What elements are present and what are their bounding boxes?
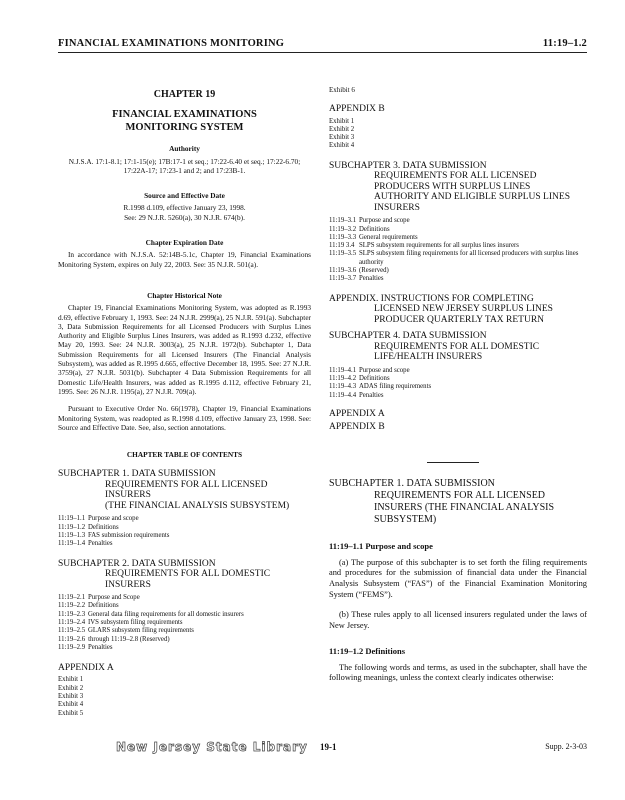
source-heading: Source and Effective Date	[144, 191, 225, 201]
toc-entry[interactable]	[58, 532, 311, 540]
subchapter-3-title-line-4: AUTHORITY AND ELIGIBLE SURPLUS LINES	[374, 192, 570, 203]
page-number: 19-1	[320, 742, 337, 752]
toc-section-title: FAS submission requirements	[88, 532, 170, 540]
toc-section-number: 11:19–1.2	[58, 523, 86, 531]
library-watermark: New Jersey State Library	[116, 740, 308, 754]
toc-section-number: 11:19–1.1	[58, 515, 86, 523]
toc-section-title: Purpose and scope	[359, 217, 410, 225]
toc-entry[interactable]	[58, 619, 311, 627]
section-divider	[427, 462, 479, 463]
toc-section-title: IVS subsystem filing requirements	[88, 619, 183, 626]
toc-section-title: Purpose and scope	[359, 366, 410, 374]
exhibit-6-entry[interactable]: Exhibit 6	[329, 86, 355, 94]
source-line-2: See: 29 N.J.R. 5260(a), 30 N.J.R. 674(b).	[124, 212, 245, 222]
toc-section-title: Penalties	[88, 643, 113, 651]
toc-section-number: 11:19 3.4	[329, 242, 355, 250]
chapter-number: CHAPTER 19	[153, 89, 216, 100]
toc-entry[interactable]	[58, 627, 311, 635]
toc-section-number: 11:19–3.1	[329, 217, 357, 225]
toc-entry[interactable]	[329, 217, 587, 225]
page-footer	[58, 742, 587, 758]
toc-section-title: Definitions	[359, 374, 390, 382]
subchapter-1-title-line-3: (THE FINANCIAL ANALYSIS SUBSYSTEM)	[105, 500, 290, 511]
main-subchapter-title-line-2: REQUIREMENTS FOR ALL LICENSED	[374, 490, 546, 502]
toc-section-number: 11:19–3.2	[329, 225, 357, 233]
appendix-a-title: APPENDIX A	[58, 663, 114, 674]
section-1-1-paragraph-a: (a) The purpose of this subchapter is to set forth the filing requirements and procedures for the submission of financial data under the Financial Analysis Subsystem (“FAS”) of the Financial Examination Monitoring System (“FEMS”).	[329, 557, 587, 599]
toc-entry[interactable]	[329, 250, 587, 267]
toc-section-number: 11:19–3.3	[329, 233, 357, 241]
toc-entry[interactable]	[58, 594, 311, 602]
toc-section-title: SLPS subsystem requirements for all surplus lines insurers	[359, 242, 519, 250]
exhibit-entry[interactable]: Exhibit 2	[329, 125, 355, 133]
exhibit-entry[interactable]: Exhibit 4	[329, 142, 355, 150]
running-header	[58, 38, 587, 53]
main-subchapter-title-line-4: SUBSYSTEM)	[374, 514, 437, 526]
toc-section-title: Purpose and Scope	[88, 594, 140, 602]
exhibit-entry[interactable]: Exhibit 3	[58, 693, 84, 701]
section-1-2-paragraph: The following words and terms, as used in the subchapter, shall have the following meanings, unless the context clearly indicates otherwise:	[329, 662, 587, 683]
chapter-title	[58, 109, 311, 134]
toc-section-title: Penalties	[359, 391, 384, 399]
right-column	[329, 86, 587, 684]
subchapter-4-title-line-2: REQUIREMENTS FOR ALL DOMESTIC	[374, 341, 540, 352]
toc-section-title: Definitions	[88, 602, 119, 610]
appendix-instructions-title	[329, 294, 587, 326]
toc-entry[interactable]	[329, 383, 587, 391]
expiration-text: In accordance with N.J.S.A. 52:14B-5.1c, Chapter 19, Financial Examinations Monitoring System, expires on July 22, 2003. See: 35 N.J.R. 501(a).	[58, 250, 311, 269]
history-paragraph-2: Pursuant to Executive Order No. 66(1978), Chapter 19, Financial Examinations Monitoring System, was readopted as R.1998 d.109, effective January 23, 1998. See: Source and Effective Date. See, also, section annotations.	[58, 404, 311, 432]
subchapter-2-title-line-1: SUBCHAPTER 2. DATA SUBMISSION	[58, 558, 216, 569]
toc-entry[interactable]	[329, 375, 587, 383]
exhibit-entry[interactable]: Exhibit 1	[329, 117, 355, 125]
subchapter-2-title-line-3: INSURERS	[105, 579, 151, 590]
subchapter-4-toc	[329, 367, 587, 400]
subchapter-3-title-line-5: INSURERS	[374, 202, 420, 213]
toc-section-number: 11:19–2.3	[58, 610, 86, 618]
toc-section-title: Definitions	[88, 523, 119, 531]
subchapter-3-title-line-3: PRODUCERS WITH SURPLUS LINES	[374, 181, 531, 192]
subchapter-1-title	[58, 469, 311, 511]
toc-section-number: 11:19–3.5	[329, 250, 357, 258]
toc-section-number: 11:19–2.1	[58, 594, 86, 602]
toc-entry[interactable]	[58, 611, 311, 619]
subchapter-3-title-line-1: SUBCHAPTER 3. DATA SUBMISSION	[329, 160, 487, 171]
toc-section-number: 11:19–2.2	[58, 602, 86, 610]
source-line-1: R.1998 d.109, effective January 23, 1998.	[123, 203, 246, 213]
section-1-2-heading: 11:19–1.2 Definitions	[329, 646, 406, 657]
toc-section-number: 11:19–4.2	[329, 374, 357, 382]
appendix-b-title: APPENDIX B	[329, 104, 385, 115]
toc-section-number: 11:19–2.9	[58, 643, 86, 651]
subchapter-4-title	[329, 331, 587, 363]
toc-section-number: 11:19–2.5	[58, 627, 86, 635]
subchapter-2-toc	[58, 594, 311, 652]
appendix-instructions-line-2: LICENSED NEW JERSEY SURPLUS LINES	[374, 304, 553, 315]
toc-section-number: 11:19–4.4	[329, 391, 357, 399]
main-subchapter-title-line-1: SUBCHAPTER 1. DATA SUBMISSION	[329, 478, 495, 490]
supplement-date: Supp. 2-3-03	[545, 742, 587, 751]
toc-section-title: (Reserved)	[359, 267, 389, 275]
appendix-b-title-2: APPENDIX B	[329, 422, 385, 433]
toc-section-number: 11:19–1.3	[58, 532, 86, 540]
subchapter-2-title-line-2: REQUIREMENTS FOR ALL DOMESTIC	[105, 569, 271, 580]
toc-entry[interactable]	[58, 540, 311, 548]
toc-section-number: 11:19–4.3	[329, 383, 357, 391]
toc-section-title: through 11:19–2.8 (Reserved)	[88, 635, 170, 643]
exhibit-entry[interactable]: Exhibit 2	[58, 684, 84, 692]
appendix-a-title-2: APPENDIX A	[329, 408, 385, 419]
exhibit-entry[interactable]: Exhibit 4	[58, 701, 84, 709]
left-column	[58, 86, 311, 718]
toc-entry[interactable]	[329, 392, 587, 400]
subchapter-1-title-line-1: SUBCHAPTER 1. DATA SUBMISSION	[58, 469, 216, 480]
toc-entry[interactable]	[58, 644, 311, 652]
toc-section-title: Penalties	[359, 275, 384, 283]
toc-section-title: ADAS filing requirements	[359, 383, 432, 391]
toc-section-number: 11:19–2.4	[58, 619, 86, 626]
exhibit-entry[interactable]: Exhibit 1	[58, 676, 84, 684]
toc-section-number: 11:19–4.1	[329, 366, 357, 374]
toc-section-number: 11:19–2.6	[58, 635, 86, 643]
toc-entry[interactable]	[58, 636, 311, 644]
toc-entry[interactable]	[58, 515, 311, 523]
authority-heading: Authority	[169, 144, 200, 154]
toc-section-title: Definitions	[359, 225, 390, 233]
toc-section-title: General data filing requirements for all domestic insurers	[88, 610, 244, 618]
toc-entry[interactable]	[58, 524, 311, 532]
header-title: FINANCIAL EXAMINATIONS MONITORING	[58, 38, 285, 49]
toc-entry[interactable]	[58, 602, 311, 610]
toc-heading: CHAPTER TABLE OF CONTENTS	[126, 450, 243, 460]
subchapter-2-title	[58, 559, 311, 591]
chapter-title-line-2: MONITORING SYSTEM	[125, 121, 244, 133]
appendix-instructions-line-1: APPENDIX. INSTRUCTIONS FOR COMPLETING	[329, 293, 534, 304]
toc-section-number: 11:19–3.7	[329, 275, 357, 283]
expiration-heading: Chapter Expiration Date	[145, 238, 224, 248]
header-section-number: 11:19–1.2	[542, 38, 587, 49]
subchapter-4-title-line-1: SUBCHAPTER 4. DATA SUBMISSION	[329, 331, 487, 342]
appendix-instructions-line-3: PRODUCER QUARTERLY TAX RETURN	[374, 314, 545, 325]
authority-text: N.J.S.A. 17:1-8.1; 17:1-15(e); 17B:17-1 et seq.; 17:22-6.40 et seq.; 17:22-6.70; 17:22A-17; 17:23-1 and 2; and 17:23B-1.	[68, 156, 301, 175]
history-paragraph-1: Chapter 19, Financial Examinations Monitoring System, was adopted as R.1993 d.69, effective February 1, 1993. See: 24 N.J.R. 2999(a), 25 N.J.R. 591(a). Subchapter 3, Data Submission Requirements for all Licensed Producers with Surplus Lines Authority and Eligible Surplus Lines Insurers, was added as R.1993 d.232, effective May 20, 1993. See: 24 N.J.R. 3003(a), 25 N.J.R. 1972(b). Subchapter 1, Data Submission Requirements for all Licensed Insurers (The Financial Analysis Subsystem), was added as R.1995 d.665, effective December 18, 1995. See: 27 N.J.R. 3759(a), 27 N.J.R. 5031(b). Subchapter 4 Data Submission Requirements for all Domestic Life/Health Insurers, was added as R.1995 d.112, effective February 21, 1995. See: 26 N.J.R. 1195(a), 27 N.J.R. 709(a).	[58, 303, 311, 396]
history-heading: Chapter Historical Note	[147, 290, 222, 300]
toc-entry[interactable]	[329, 242, 587, 250]
toc-entry[interactable]	[329, 275, 587, 283]
subchapter-1-title-line-2: REQUIREMENTS FOR ALL LICENSED INSURERS	[105, 479, 268, 501]
chapter-title-line-1: FINANCIAL EXAMINATIONS	[112, 109, 257, 121]
subchapter-4-title-line-3: LIFE/HEALTH INSURERS	[374, 352, 483, 363]
section-1-1-heading: 11:19–1.1 Purpose and scope	[329, 541, 433, 552]
toc-entry[interactable]	[329, 267, 587, 275]
toc-entry[interactable]	[329, 226, 587, 234]
subchapter-3-toc	[329, 217, 587, 283]
section-1-1-paragraph-b: (b) These rules apply to all licensed insurers regulated under the laws of New Jersey.	[329, 610, 587, 630]
exhibit-entry[interactable]: Exhibit 3	[329, 134, 355, 142]
toc-section-title: SLPS subsystem filing requirements for all licensed producers with surplus lines authority	[359, 250, 579, 266]
exhibit-entry[interactable]: Exhibit 5	[58, 709, 84, 717]
toc-entry[interactable]	[329, 234, 587, 242]
toc-section-title: Purpose and scope	[88, 515, 139, 523]
toc-section-title: Penalties	[88, 540, 113, 548]
subchapter-3-title-line-2: REQUIREMENTS FOR ALL LICENSED	[374, 171, 537, 182]
toc-section-number: 11:19–1.4	[58, 540, 86, 548]
main-subchapter-title-line-3: INSURERS (THE FINANCIAL ANALYSIS	[374, 502, 555, 514]
subchapter-1-toc	[58, 515, 311, 548]
toc-section-title: GLARS subsystem filing requirements	[88, 627, 194, 635]
main-subchapter-1-title	[329, 478, 587, 526]
toc-section-number: 11:19–3.6	[329, 267, 357, 275]
subchapter-3-title	[329, 161, 587, 214]
toc-section-title: General requirements	[359, 233, 418, 241]
toc-entry[interactable]	[329, 367, 587, 375]
